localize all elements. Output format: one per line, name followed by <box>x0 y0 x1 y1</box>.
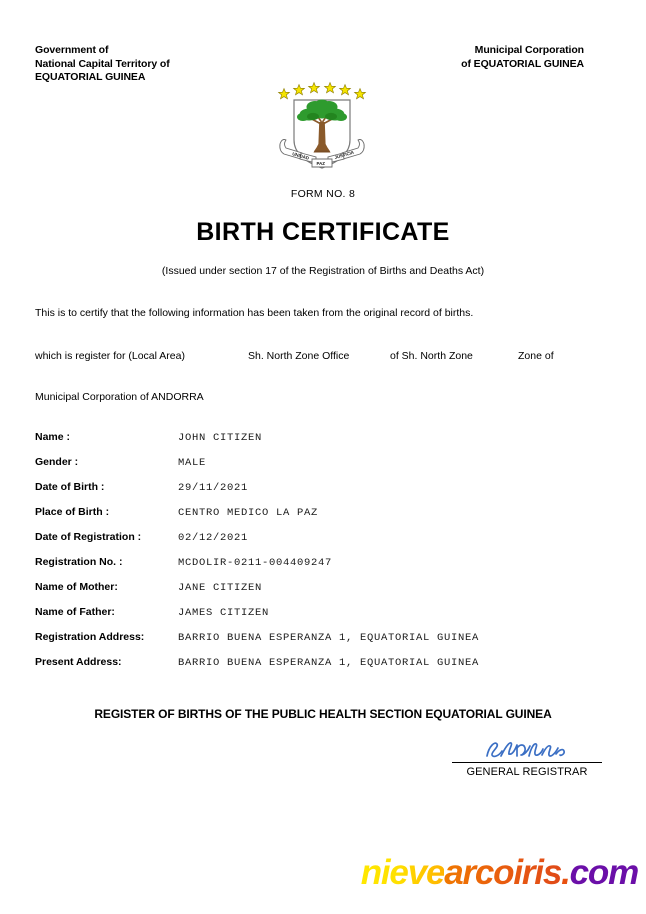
field-value-registration-no: MCDOLIR-0211-004409247 <box>178 557 333 569</box>
register-zone-value: of Sh. North Zone <box>390 350 473 362</box>
field-value-name-of-father: JAMES CITIZEN <box>178 607 270 619</box>
handwritten-signature-icon <box>452 736 602 762</box>
field-value-gender: MALE <box>178 457 207 469</box>
header-left-line-1: Government of <box>35 44 109 56</box>
watermark-dot: . <box>561 853 570 892</box>
header-right-line-2: of EQUATORIAL GUINEA <box>461 57 584 70</box>
register-for-label: which is register for (Local Area) <box>35 350 185 362</box>
field-label-present-address: Present Address: <box>35 656 122 668</box>
field-row <box>35 606 615 631</box>
field-row <box>35 506 615 531</box>
field-label-place-of-birth: Place of Birth : <box>35 506 110 518</box>
municipal-corporation-line: Municipal Corporation of ANDORRA <box>35 391 204 403</box>
register-for-row <box>35 350 615 364</box>
watermark-part-3: com <box>569 853 638 892</box>
field-label-registration-address: Registration Address: <box>35 631 145 643</box>
field-label-name-of-mother: Name of Mother: <box>35 581 118 593</box>
field-row <box>35 531 615 556</box>
register-zone-of-label: Zone of <box>518 350 554 362</box>
field-label-date-of-registration: Date of Registration : <box>35 531 142 543</box>
field-value-date-of-birth: 29/11/2021 <box>178 482 249 494</box>
register-office-value: Sh. North Zone Office <box>248 350 350 362</box>
field-row <box>35 431 615 456</box>
field-value-name: JOHN CITIZEN <box>178 432 263 444</box>
field-label-registration-no: Registration No. : <box>35 556 123 568</box>
watermark <box>0 853 646 893</box>
header-government-block <box>35 44 170 85</box>
watermark-part-2: arcoiris <box>444 853 562 892</box>
field-value-present-address: BARRIO BUENA ESPERANZA 1, EQUATORIAL GUINEA <box>178 657 480 669</box>
header-right-line-1: Municipal Corporation <box>474 44 584 56</box>
field-row <box>35 656 615 681</box>
field-value-name-of-mother: JANE CITIZEN <box>178 582 263 594</box>
signature-block <box>452 736 602 778</box>
field-row <box>35 481 615 506</box>
field-row <box>35 581 615 606</box>
certificate-fields <box>35 431 615 681</box>
field-value-registration-address: BARRIO BUENA ESPERANZA 1, EQUATORIAL GUINEA <box>178 632 480 644</box>
register-section-heading: REGISTER OF BIRTHS OF THE PUBLIC HEALTH SECTION EQUATORIAL GUINEA <box>94 707 552 721</box>
page-title: BIRTH CERTIFICATE <box>196 218 450 246</box>
watermark-part-1: nieve <box>360 853 445 892</box>
header-municipal-block <box>461 44 584 71</box>
field-label-name-of-father: Name of Father: <box>35 606 115 618</box>
page-subtitle: (Issued under section 17 of the Registration of Births and Deaths Act) <box>161 265 485 277</box>
form-number: FORM NO. 8 <box>290 188 356 200</box>
general-registrar-caption: GENERAL REGISTRAR <box>466 766 588 778</box>
motto-left-text: UNIDAD <box>291 151 310 161</box>
field-value-place-of-birth: CENTRO MEDICO LA PAZ <box>178 507 319 519</box>
field-label-name: Name : <box>35 431 71 443</box>
motto-center-text: PAZ <box>316 161 325 166</box>
field-label-date-of-birth: Date of Birth : <box>35 481 105 493</box>
field-value-date-of-registration: 02/12/2021 <box>178 532 249 544</box>
field-row <box>35 556 615 581</box>
field-row <box>35 631 615 656</box>
coat-of-arms-icon <box>272 78 372 174</box>
field-label-gender: Gender : <box>35 456 79 468</box>
field-row <box>35 456 615 481</box>
header-left-line-3: EQUATORIAL GUINEA <box>35 71 146 83</box>
header-left-line-2: National Capital Territory of <box>35 57 170 70</box>
motto-right-text: JUSTICIA <box>333 149 355 160</box>
certify-statement: This is to certify that the following information has been taken from the original record of births. <box>35 307 474 319</box>
